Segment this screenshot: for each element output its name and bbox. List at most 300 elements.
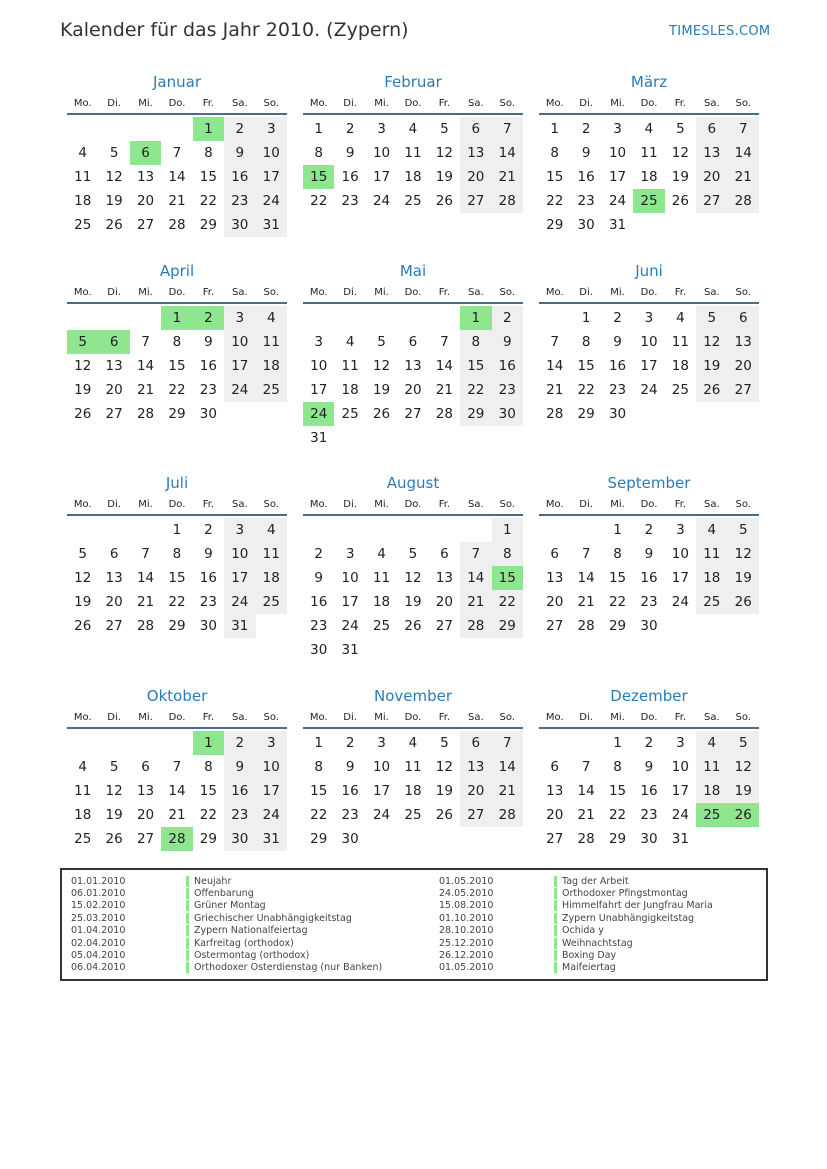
empty-cell: [334, 306, 365, 330]
weekday-label: Fr.: [202, 286, 215, 298]
day-cell: 27: [136, 217, 155, 233]
weekday-label: Mi.: [138, 286, 153, 298]
weekday-header: [67, 708, 287, 726]
weekend-day-cell: 31: [256, 213, 287, 237]
holiday-day-cell: 15: [303, 165, 334, 189]
day-cell: 27: [546, 618, 564, 634]
holiday-date: 05.04.2010: [71, 950, 126, 962]
weekend-day-cell: 21: [728, 165, 759, 189]
legend-row: [71, 887, 382, 899]
day-cell: 26: [74, 618, 92, 634]
day-cell: 30: [640, 618, 658, 634]
day-cell: 14: [577, 570, 595, 586]
day-cell: 22: [608, 807, 627, 823]
weekday-label: Di.: [107, 286, 121, 298]
day-grid: [303, 731, 523, 851]
weekend-day-cell: 20: [460, 165, 491, 189]
weekend-day-cell: 18: [696, 566, 727, 590]
holiday-name: Neujahr: [194, 875, 232, 887]
holiday-date: 25.12.2010: [439, 937, 494, 949]
day-cell: 21: [168, 193, 186, 209]
weekend-day-cell: 7: [460, 542, 491, 566]
month-name: Mai: [399, 262, 427, 280]
holiday-marker: [186, 900, 189, 911]
weekend-day-cell: 20: [460, 779, 491, 803]
day-cell: 26: [74, 406, 92, 422]
weekday-label: Mo.: [309, 97, 328, 109]
day-cell: 3: [676, 735, 685, 751]
day-cell: 30: [199, 406, 217, 422]
day-cell: 21: [577, 807, 595, 823]
day-cell: 4: [408, 121, 418, 137]
header-divider: [67, 727, 287, 729]
weekday-label: Sa.: [231, 286, 248, 298]
day-cell: 27: [435, 618, 453, 634]
holiday-date: 26.12.2010: [439, 950, 494, 962]
holiday-name: Maifeiertag: [562, 962, 616, 974]
page-title: Kalender für das Jahr 2010. (Zypern): [60, 19, 409, 41]
weekday-label: Mi.: [610, 498, 625, 510]
legend-row: [71, 912, 382, 924]
day-cell: 27: [105, 618, 123, 634]
day-cell: 15: [546, 169, 564, 185]
weekday-label: Mo.: [73, 498, 92, 510]
weekend-day-cell: 3: [224, 518, 255, 542]
day-cell: 30: [199, 618, 217, 634]
holiday-date: 25.03.2010: [71, 912, 126, 924]
day-grid: [303, 518, 523, 662]
day-cell: 17: [671, 570, 689, 586]
month-3: [539, 70, 759, 237]
day-cell: 1: [172, 522, 182, 538]
day-cell: 19: [435, 783, 453, 799]
weekend-day-cell: 6: [696, 117, 727, 141]
day-cell: 4: [377, 546, 386, 562]
weekday-label: So.: [263, 97, 279, 109]
day-cell: 27: [546, 831, 564, 847]
holiday-marker: [186, 876, 189, 887]
holiday-day-cell: 5: [67, 330, 98, 354]
weekend-day-cell: 21: [492, 779, 523, 803]
day-cell: 10: [671, 546, 689, 562]
day-cell: 27: [105, 406, 123, 422]
holiday-marker: [554, 925, 557, 936]
day-cell: 21: [546, 382, 564, 398]
day-cell: 28: [435, 406, 453, 422]
day-cell: 17: [608, 169, 627, 185]
holiday-name: Orthodoxer Osterdienstag (nur Banken): [194, 962, 383, 974]
month-name: Juni: [635, 262, 663, 280]
site-link[interactable]: TIMESLES.COM: [669, 24, 771, 39]
header-divider: [303, 113, 523, 115]
weekend-day-cell: 30: [224, 213, 255, 237]
day-cell: 29: [168, 618, 186, 634]
legend-row: [439, 887, 713, 899]
weekend-day-cell: 25: [256, 378, 287, 402]
weekend-day-cell: 22: [492, 590, 523, 614]
day-cell: 3: [345, 546, 355, 562]
day-cell: 22: [199, 807, 217, 823]
day-cell: 24: [372, 807, 391, 823]
holiday-day-cell: 15: [492, 566, 523, 590]
weekend-day-cell: 17: [224, 354, 255, 378]
weekday-label: Fr.: [438, 498, 451, 510]
day-cell: 3: [676, 522, 685, 538]
weekend-day-cell: 8: [460, 330, 491, 354]
holiday-name: Ochida y: [562, 925, 604, 937]
day-cell: 28: [168, 217, 186, 233]
day-cell: 6: [109, 546, 119, 562]
day-cell: 14: [136, 358, 155, 374]
day-cell: 21: [136, 594, 155, 610]
weekend-day-cell: 21: [492, 165, 523, 189]
weekend-day-cell: 26: [728, 590, 759, 614]
day-cell: 29: [310, 831, 328, 847]
holiday-marker: [186, 938, 189, 949]
day-cell: 18: [640, 169, 658, 185]
empty-cell: [303, 518, 334, 542]
weekend-day-cell: 17: [256, 779, 287, 803]
weekend-day-cell: 11: [256, 542, 287, 566]
day-grid: [67, 306, 287, 426]
day-cell: 24: [671, 807, 689, 823]
day-cell: 28: [136, 618, 155, 634]
day-cell: 22: [310, 807, 328, 823]
day-grid: [539, 731, 759, 851]
holiday-day-cell: 28: [161, 827, 192, 851]
weekday-header: [303, 708, 523, 726]
weekend-day-cell: 11: [256, 330, 287, 354]
day-cell: 8: [172, 546, 182, 562]
weekend-day-cell: 13: [696, 141, 727, 165]
day-cell: 4: [644, 121, 654, 137]
day-cell: 12: [435, 759, 453, 775]
weekend-day-cell: 7: [728, 117, 759, 141]
holiday-legend: [60, 868, 768, 981]
weekend-day-cell: 18: [256, 566, 287, 590]
day-cell: 8: [172, 334, 182, 350]
weekday-header: [539, 708, 759, 726]
day-cell: 17: [341, 594, 359, 610]
weekday-label: Mi.: [610, 97, 625, 109]
weekday-label: Mi.: [374, 97, 389, 109]
weekday-label: Di.: [343, 286, 357, 298]
day-cell: 10: [341, 570, 359, 586]
holiday-day-cell: 26: [728, 803, 759, 827]
day-cell: 16: [608, 358, 627, 374]
day-cell: 20: [404, 382, 422, 398]
month-2: [303, 70, 523, 213]
holiday-marker: [554, 876, 557, 887]
weekday-label: Sa.: [467, 97, 484, 109]
day-cell: 20: [105, 382, 123, 398]
empty-cell: [570, 518, 601, 542]
weekend-day-cell: 24: [224, 590, 255, 614]
holiday-name: Grüner Montag: [194, 900, 266, 912]
header-divider: [303, 514, 523, 516]
day-cell: 16: [199, 358, 217, 374]
day-cell: 26: [671, 193, 689, 209]
day-cell: 22: [310, 193, 328, 209]
day-cell: 9: [204, 334, 213, 350]
legend-row: [439, 949, 713, 961]
day-cell: 25: [341, 406, 359, 422]
day-cell: 2: [581, 121, 591, 137]
day-grid: [539, 306, 759, 426]
day-grid: [67, 731, 287, 851]
empty-cell: [130, 518, 161, 542]
weekend-day-cell: 7: [492, 731, 523, 755]
weekday-label: Mo.: [309, 286, 328, 298]
weekday-label: Do.: [640, 97, 658, 109]
header-divider: [539, 302, 759, 304]
weekday-label: So.: [499, 498, 515, 510]
day-cell: 16: [640, 570, 658, 586]
weekend-day-cell: 9: [224, 141, 255, 165]
legend-row: [71, 962, 382, 974]
weekend-day-cell: 23: [492, 378, 523, 402]
day-cell: 16: [341, 169, 359, 185]
legend-row: [439, 912, 713, 924]
header-divider: [303, 302, 523, 304]
weekend-day-cell: 30: [224, 827, 255, 851]
day-cell: 11: [671, 334, 689, 350]
day-cell: 2: [345, 121, 355, 137]
day-cell: 9: [204, 546, 213, 562]
day-cell: 22: [546, 193, 564, 209]
day-cell: 24: [671, 594, 689, 610]
weekday-label: Fr.: [674, 286, 687, 298]
day-cell: 9: [314, 570, 323, 586]
day-cell: 11: [74, 783, 92, 799]
day-cell: 1: [314, 121, 323, 137]
weekday-label: Mi.: [138, 97, 153, 109]
day-cell: 6: [408, 334, 418, 350]
day-cell: 12: [74, 570, 92, 586]
day-cell: 17: [310, 382, 328, 398]
weekend-day-cell: 4: [696, 731, 727, 755]
day-cell: 13: [136, 169, 155, 185]
weekday-header: [303, 495, 523, 513]
weekend-day-cell: 24: [256, 803, 287, 827]
day-cell: 12: [435, 145, 453, 161]
weekday-label: Do.: [404, 286, 422, 298]
day-cell: 2: [204, 522, 213, 538]
weekday-label: Di.: [579, 97, 593, 109]
month-name: September: [607, 474, 691, 492]
legend-row: [439, 875, 713, 887]
day-cell: 12: [105, 169, 123, 185]
weekday-label: Fr.: [202, 498, 215, 510]
day-cell: 21: [435, 382, 453, 398]
day-cell: 29: [546, 217, 564, 233]
weekday-label: Sa.: [467, 498, 484, 510]
day-cell: 25: [671, 382, 689, 398]
empty-cell: [429, 518, 460, 542]
weekend-day-cell: 3: [224, 306, 255, 330]
weekend-day-cell: 24: [256, 189, 287, 213]
day-cell: 8: [204, 145, 213, 161]
weekend-day-cell: 14: [728, 141, 759, 165]
weekday-label: Mi.: [610, 711, 625, 723]
holiday-date: 01.05.2010: [439, 875, 494, 887]
weekend-day-cell: 6: [728, 306, 759, 330]
empty-cell: [397, 306, 428, 330]
weekend-day-cell: 2: [492, 306, 523, 330]
day-cell: 6: [440, 546, 449, 562]
day-cell: 14: [577, 783, 595, 799]
month-name: Juli: [165, 474, 189, 492]
empty-cell: [67, 306, 98, 330]
day-cell: 17: [372, 169, 391, 185]
day-cell: 1: [550, 121, 559, 137]
day-cell: 14: [168, 169, 186, 185]
weekday-label: Di.: [343, 97, 357, 109]
weekday-label: Di.: [579, 286, 593, 298]
weekend-day-cell: 2: [224, 731, 255, 755]
day-grid: [67, 518, 287, 638]
day-cell: 7: [141, 334, 150, 350]
day-cell: 5: [440, 121, 449, 137]
weekday-label: So.: [735, 97, 751, 109]
weekend-day-cell: 21: [460, 590, 491, 614]
day-cell: 24: [640, 382, 658, 398]
day-cell: 5: [408, 546, 418, 562]
weekday-label: Sa.: [231, 97, 248, 109]
day-cell: 5: [78, 546, 87, 562]
day-cell: 4: [408, 735, 418, 751]
header-divider: [539, 113, 759, 115]
weekday-label: Fr.: [438, 97, 451, 109]
day-cell: 4: [78, 145, 87, 161]
day-cell: 17: [372, 783, 391, 799]
day-cell: 26: [435, 807, 453, 823]
day-cell: 24: [608, 193, 627, 209]
holiday-date: 01.05.2010: [439, 962, 494, 974]
day-cell: 4: [676, 310, 685, 326]
holiday-marker: [554, 950, 557, 961]
empty-cell: [397, 518, 428, 542]
legend-row: [439, 937, 713, 949]
day-cell: 29: [608, 831, 627, 847]
weekday-header: [539, 495, 759, 513]
weekday-label: Do.: [404, 498, 422, 510]
day-cell: 23: [199, 594, 217, 610]
weekday-label: So.: [735, 498, 751, 510]
day-cell: 30: [640, 831, 658, 847]
empty-cell: [334, 518, 365, 542]
weekend-day-cell: 10: [256, 755, 287, 779]
legend-row: [71, 925, 382, 937]
month-name: März: [630, 73, 668, 91]
weekend-day-cell: 15: [460, 354, 491, 378]
day-cell: 10: [372, 759, 391, 775]
day-cell: 23: [341, 193, 359, 209]
day-cell: 15: [199, 783, 217, 799]
weekday-label: Do.: [404, 97, 422, 109]
day-cell: 23: [310, 618, 328, 634]
empty-cell: [161, 117, 192, 141]
day-cell: 29: [199, 217, 217, 233]
weekend-day-cell: 3: [256, 117, 287, 141]
legend-row: [71, 875, 382, 887]
day-cell: 18: [404, 783, 422, 799]
weekday-label: Mo.: [73, 286, 92, 298]
day-cell: 14: [435, 358, 453, 374]
day-cell: 9: [345, 145, 355, 161]
day-cell: 27: [136, 831, 155, 847]
weekend-day-cell: 20: [728, 354, 759, 378]
day-cell: 29: [168, 406, 186, 422]
day-cell: 28: [577, 831, 595, 847]
empty-cell: [539, 518, 570, 542]
month-10: [67, 684, 287, 851]
weekend-day-cell: 17: [224, 566, 255, 590]
day-cell: 5: [377, 334, 386, 350]
weekend-day-cell: 4: [256, 518, 287, 542]
holiday-marker: [554, 913, 557, 924]
weekend-day-cell: 14: [460, 566, 491, 590]
weekday-label: So.: [263, 286, 279, 298]
day-cell: 20: [136, 807, 155, 823]
header-divider: [539, 727, 759, 729]
weekend-day-cell: 31: [256, 827, 287, 851]
day-cell: 19: [74, 382, 92, 398]
day-cell: 20: [546, 807, 564, 823]
holiday-date: 24.05.2010: [439, 888, 494, 900]
day-cell: 8: [314, 145, 323, 161]
weekday-label: So.: [499, 97, 515, 109]
weekend-day-cell: 20: [696, 165, 727, 189]
weekend-day-cell: 6: [460, 731, 491, 755]
holiday-date: 15.08.2010: [439, 900, 494, 912]
day-cell: 15: [168, 570, 186, 586]
day-cell: 25: [404, 193, 422, 209]
empty-cell: [130, 117, 161, 141]
weekend-day-cell: 30: [492, 402, 523, 426]
holiday-marker: [554, 938, 557, 949]
weekday-label: Di.: [107, 498, 121, 510]
empty-cell: [366, 306, 397, 330]
empty-cell: [460, 518, 491, 542]
legend-row: [71, 949, 382, 961]
holiday-date: 01.10.2010: [439, 912, 494, 924]
day-cell: 11: [74, 169, 92, 185]
holiday-name: Boxing Day: [562, 950, 617, 962]
day-cell: 26: [105, 217, 123, 233]
day-cell: 15: [310, 783, 328, 799]
month-1: [67, 70, 287, 237]
weekend-day-cell: 4: [256, 306, 287, 330]
weekday-label: Fr.: [674, 711, 687, 723]
month-name: August: [386, 474, 440, 492]
weekend-day-cell: 11: [696, 755, 727, 779]
day-cell: 8: [204, 759, 213, 775]
day-cell: 11: [404, 145, 422, 161]
day-cell: 2: [345, 735, 355, 751]
holiday-name: Karfreitag (orthodox): [194, 937, 294, 949]
day-cell: 12: [404, 570, 422, 586]
weekday-label: Fr.: [438, 711, 451, 723]
day-cell: 31: [608, 217, 627, 233]
day-cell: 3: [314, 334, 323, 350]
day-grid: [67, 117, 287, 237]
weekend-day-cell: 19: [728, 566, 759, 590]
day-cell: 17: [671, 783, 689, 799]
empty-cell: [161, 731, 192, 755]
legend-column-left: [71, 875, 382, 974]
month-name: April: [159, 262, 195, 280]
